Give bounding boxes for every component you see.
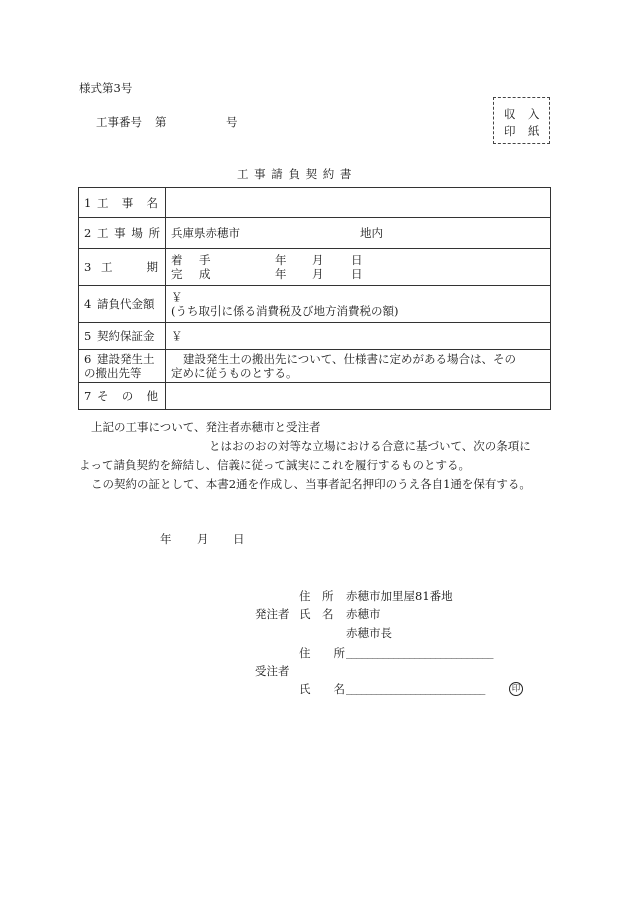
table-row bbox=[79, 350, 551, 383]
price-yen: ￥ bbox=[171, 290, 183, 304]
row-label-soil: 6 建設発生土 の搬出先等 bbox=[79, 350, 166, 383]
table-row bbox=[79, 249, 551, 286]
period-value bbox=[166, 249, 551, 286]
row-label-contract-price: 4 請負代金額 bbox=[79, 286, 166, 323]
body-line-3: よって請負契約を締結し、信義に従って誠実にこれを履行するものとする。 bbox=[79, 458, 470, 472]
table-row bbox=[79, 218, 551, 249]
date-day: 日 bbox=[233, 532, 245, 546]
stamp-char: 入 bbox=[528, 107, 540, 121]
table-row bbox=[79, 383, 551, 410]
table-row bbox=[79, 323, 551, 350]
table-row bbox=[79, 188, 551, 218]
body-line-1: 上記の工事について、発注者赤穂市と受注者 bbox=[91, 420, 321, 434]
orderer-address-label-1: 住 bbox=[299, 589, 311, 603]
document-title: 工 事 請 負 契 約 書 bbox=[237, 167, 353, 181]
row-label-period: 3 工 期 bbox=[79, 249, 166, 286]
row-label-project-name: 1 工 事 名 bbox=[79, 188, 166, 218]
contract-details-table bbox=[78, 187, 551, 410]
contractor-role: 受注者 bbox=[255, 664, 290, 678]
construction-number-prefix: 第 bbox=[155, 115, 167, 129]
orderer-title: 赤穂市長 bbox=[346, 626, 392, 640]
body-line-2: とはおのおの対等な立場における合意に基づいて、次の条項に bbox=[209, 439, 531, 453]
date-year: 年 bbox=[160, 532, 172, 546]
seal-char: 印 bbox=[509, 682, 523, 696]
project-location-value bbox=[166, 218, 551, 249]
body-line-4: この契約の証として、本書2通を作成し、当事者記名押印のうえ各自1通を保有する。 bbox=[91, 477, 531, 491]
contract-price-value bbox=[166, 286, 551, 323]
orderer-address: 赤穂市加里屋81番地 bbox=[346, 589, 453, 603]
period-start: 着 手 年 月 日 bbox=[171, 253, 363, 267]
row-label-other: 7 そ の 他 bbox=[79, 383, 166, 410]
date-month: 月 bbox=[197, 532, 209, 546]
contractor-name-label: 氏 名 bbox=[299, 682, 345, 696]
table-row bbox=[79, 286, 551, 323]
location-city: 兵庫県赤穂市 bbox=[171, 226, 240, 240]
revenue-stamp-box bbox=[493, 97, 550, 144]
row-label-project-location: 2 工 事 場 所 bbox=[79, 218, 166, 249]
stamp-char: 収 bbox=[504, 107, 516, 121]
period-end: 完 成 年 月 日 bbox=[171, 267, 363, 281]
form-number: 様式第3号 bbox=[79, 81, 133, 95]
seal-mark-icon bbox=[509, 681, 523, 696]
contractor-address-line: ____________________________ bbox=[346, 645, 493, 659]
orderer-name-label-2: 名 bbox=[322, 607, 334, 621]
guarantee-value: ￥ bbox=[166, 323, 551, 350]
construction-number-suffix: 号 bbox=[226, 115, 238, 129]
stamp-char: 紙 bbox=[528, 124, 540, 138]
contractor-address-label: 住 所 bbox=[299, 646, 345, 660]
orderer-name-label-1: 氏 bbox=[299, 607, 311, 621]
row-label-guarantee: 5 契約保証金 bbox=[79, 323, 166, 350]
contractor-name-line: ____________________________ bbox=[346, 681, 485, 695]
soil-value: 建設発生土の搬出先について、仕様書に定めがある場合は、その 定めに従うものとする。 bbox=[166, 350, 551, 383]
other-value bbox=[166, 383, 551, 410]
orderer-address-label-2: 所 bbox=[322, 589, 334, 603]
construction-number-label: 工事番号 bbox=[96, 115, 142, 129]
orderer-name: 赤穂市 bbox=[346, 607, 381, 621]
project-name-value bbox=[166, 188, 551, 218]
location-suffix: 地内 bbox=[360, 226, 383, 240]
orderer-role: 発注者 bbox=[255, 607, 290, 621]
price-tax-note: (うち取引に係る消費税及び地方消費税の額) bbox=[171, 304, 399, 318]
stamp-char: 印 bbox=[504, 124, 516, 138]
